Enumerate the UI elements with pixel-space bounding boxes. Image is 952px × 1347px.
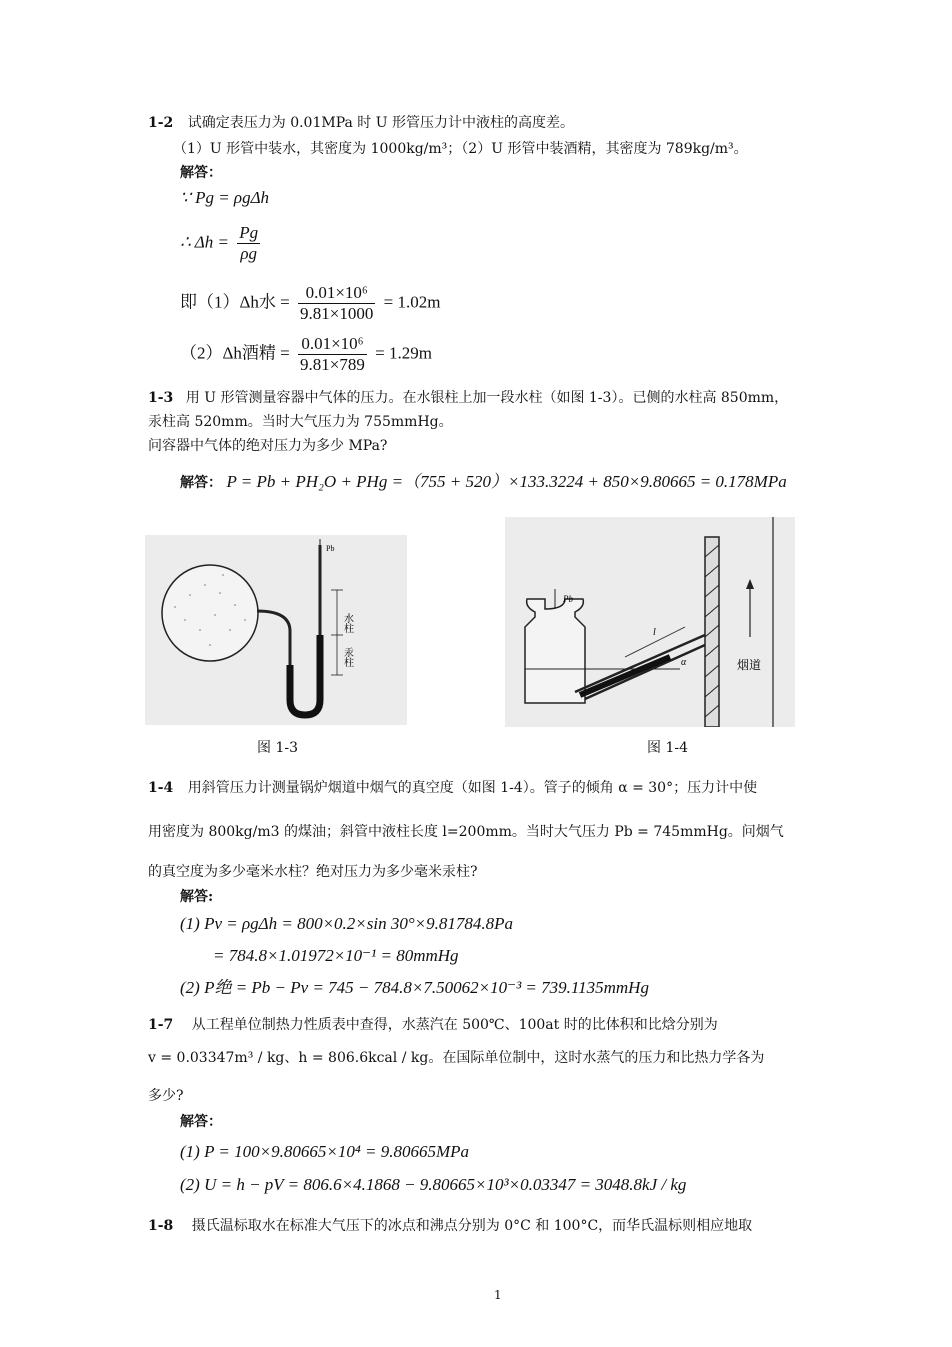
equation-prefix: （2）Δh酒精 = bbox=[180, 343, 290, 363]
denominator: 9.81×789 bbox=[300, 355, 365, 374]
problem-number: 1-2 bbox=[148, 115, 174, 131]
gas-vessel bbox=[162, 565, 258, 661]
problem-1-8-header bbox=[148, 1216, 752, 1236]
problem-question-line: 用密度为 800kg/m3 的煤油；斜管中液柱长度 l=200mm。当时大气压力 Pb = 745mmHg。问烟气 bbox=[148, 824, 784, 840]
denominator: ρg bbox=[240, 244, 257, 263]
problem-1-4-header bbox=[148, 778, 757, 798]
problem-1-3-header bbox=[148, 388, 788, 408]
equation: (1) Pv = ρgΔh = 800×0.2×sin 30°×9.81784.8Pa bbox=[180, 914, 514, 933]
figure-1-4 bbox=[505, 517, 795, 727]
fraction bbox=[298, 283, 375, 324]
problem-question: 摄氏温标取水在标准大气压下的冰点和沸点分别为 0°C 和 100°C，而华氏温标则相应地取 bbox=[191, 1218, 753, 1234]
equation: = 784.8×1.01972×10⁻¹ = 80mmHg bbox=[213, 946, 459, 965]
problem-question: 用斜管压力计测量锅炉烟道中烟气的真空度（如图 1-4）。管子的倾角 α = 30°；压力计中使 bbox=[187, 780, 758, 796]
problem-number: 1-3 bbox=[148, 390, 174, 406]
problem-question-line: 汞柱高 520mm。当时大气压力为 755mmHg。 bbox=[148, 414, 453, 430]
page-number: 1 bbox=[494, 1288, 502, 1302]
problem-question-line: 的真空度为多少毫米水柱？绝对压力为多少毫米汞柱? bbox=[148, 864, 478, 880]
equation-fraction-row bbox=[180, 334, 432, 375]
numerator: 0.01×10⁶ bbox=[298, 283, 375, 304]
answer-row bbox=[180, 472, 787, 493]
denominator: 9.81×1000 bbox=[300, 304, 374, 323]
problem-question: 从工程单位制热力性质表中查得，水蒸汽在 500℃、100at 时的比体积和比焓分别为 bbox=[191, 1017, 718, 1033]
problem-number: 1-8 bbox=[148, 1218, 174, 1234]
angle-label: α bbox=[681, 657, 687, 668]
equation: (2) P绝 = Pb − Pv = 745 − 784.8×7.50062×10⁻³ = 739.1135mmHg bbox=[180, 978, 649, 997]
equation: P = Pb + PH₂O + PHg =（755 + 520）×133.3224 + 850×9.80665 = 0.178MPa bbox=[226, 472, 787, 491]
problem-question-line: v = 0.03347m³ / kg、h = 806.6kcal / kg。在国际单位制中，这时水蒸气的压力和比热力学各为 bbox=[148, 1050, 765, 1066]
problem-question-line: 多少? bbox=[148, 1088, 184, 1104]
problem-number: 1-7 bbox=[148, 1017, 174, 1033]
problem-question: 用 U 形管测量容器中气体的压力。在水银柱上加一段水柱（如图 1-3）。已侧的水柱高 850mm， bbox=[185, 390, 789, 406]
equation-prefix: 即（1）Δh水 = bbox=[180, 292, 290, 312]
mercury-column-label: 汞柱 bbox=[341, 647, 353, 667]
problem-1-7-header bbox=[148, 1015, 718, 1035]
flue-label: 烟道 bbox=[737, 658, 762, 672]
figure-1-3-caption: 图 1-3 bbox=[257, 740, 298, 756]
numerator: 0.01×10⁶ bbox=[298, 334, 367, 355]
answer-label: 解答： bbox=[180, 475, 222, 491]
equation-result: = 1.29m bbox=[375, 343, 432, 363]
equation-result: = 1.02m bbox=[383, 292, 441, 312]
problem-options: （1）U 形管中装水，其密度为 1000kg/m³；（2）U 形管中装酒精，其密度为 789kg/m³。 bbox=[173, 141, 748, 157]
equation-fraction-row bbox=[180, 283, 440, 324]
figure-1-3 bbox=[145, 535, 407, 725]
answer-label: 解答： bbox=[180, 165, 222, 181]
answer-label: 解答: bbox=[180, 889, 214, 905]
equation: ∵ Pg = ρgΔh bbox=[180, 188, 270, 207]
problem-question-line: 问容器中气体的绝对压力为多少 MPa? bbox=[148, 438, 388, 454]
pb-label: Pb bbox=[563, 594, 573, 604]
equation-fraction-row bbox=[180, 223, 264, 264]
equation-prefix: ∴ Δh = bbox=[180, 232, 229, 252]
numerator: Pg bbox=[239, 223, 259, 242]
problem-question: 试确定表压力为 0.01MPa 时 U 形管压力计中液柱的高度差。 bbox=[187, 115, 574, 131]
water-column-label: 水柱 bbox=[341, 613, 353, 633]
problem-number: 1-4 bbox=[148, 780, 174, 796]
flue-wall bbox=[705, 537, 719, 727]
equation: (1) P = 100×9.80665×10⁴ = 9.80665MPa bbox=[180, 1142, 469, 1161]
fraction bbox=[298, 334, 367, 375]
answer-label: 解答： bbox=[180, 1114, 222, 1130]
figure-1-4-caption: 图 1-4 bbox=[647, 740, 688, 756]
length-label: l bbox=[653, 627, 656, 638]
pb-label: Pb bbox=[326, 544, 335, 553]
problem-1-2-header bbox=[148, 113, 574, 133]
fraction bbox=[237, 223, 260, 264]
equation: (2) U = h − pV = 806.6×4.1868 − 9.80665×10³×0.03347 = 3048.8kJ / kg bbox=[180, 1175, 687, 1194]
